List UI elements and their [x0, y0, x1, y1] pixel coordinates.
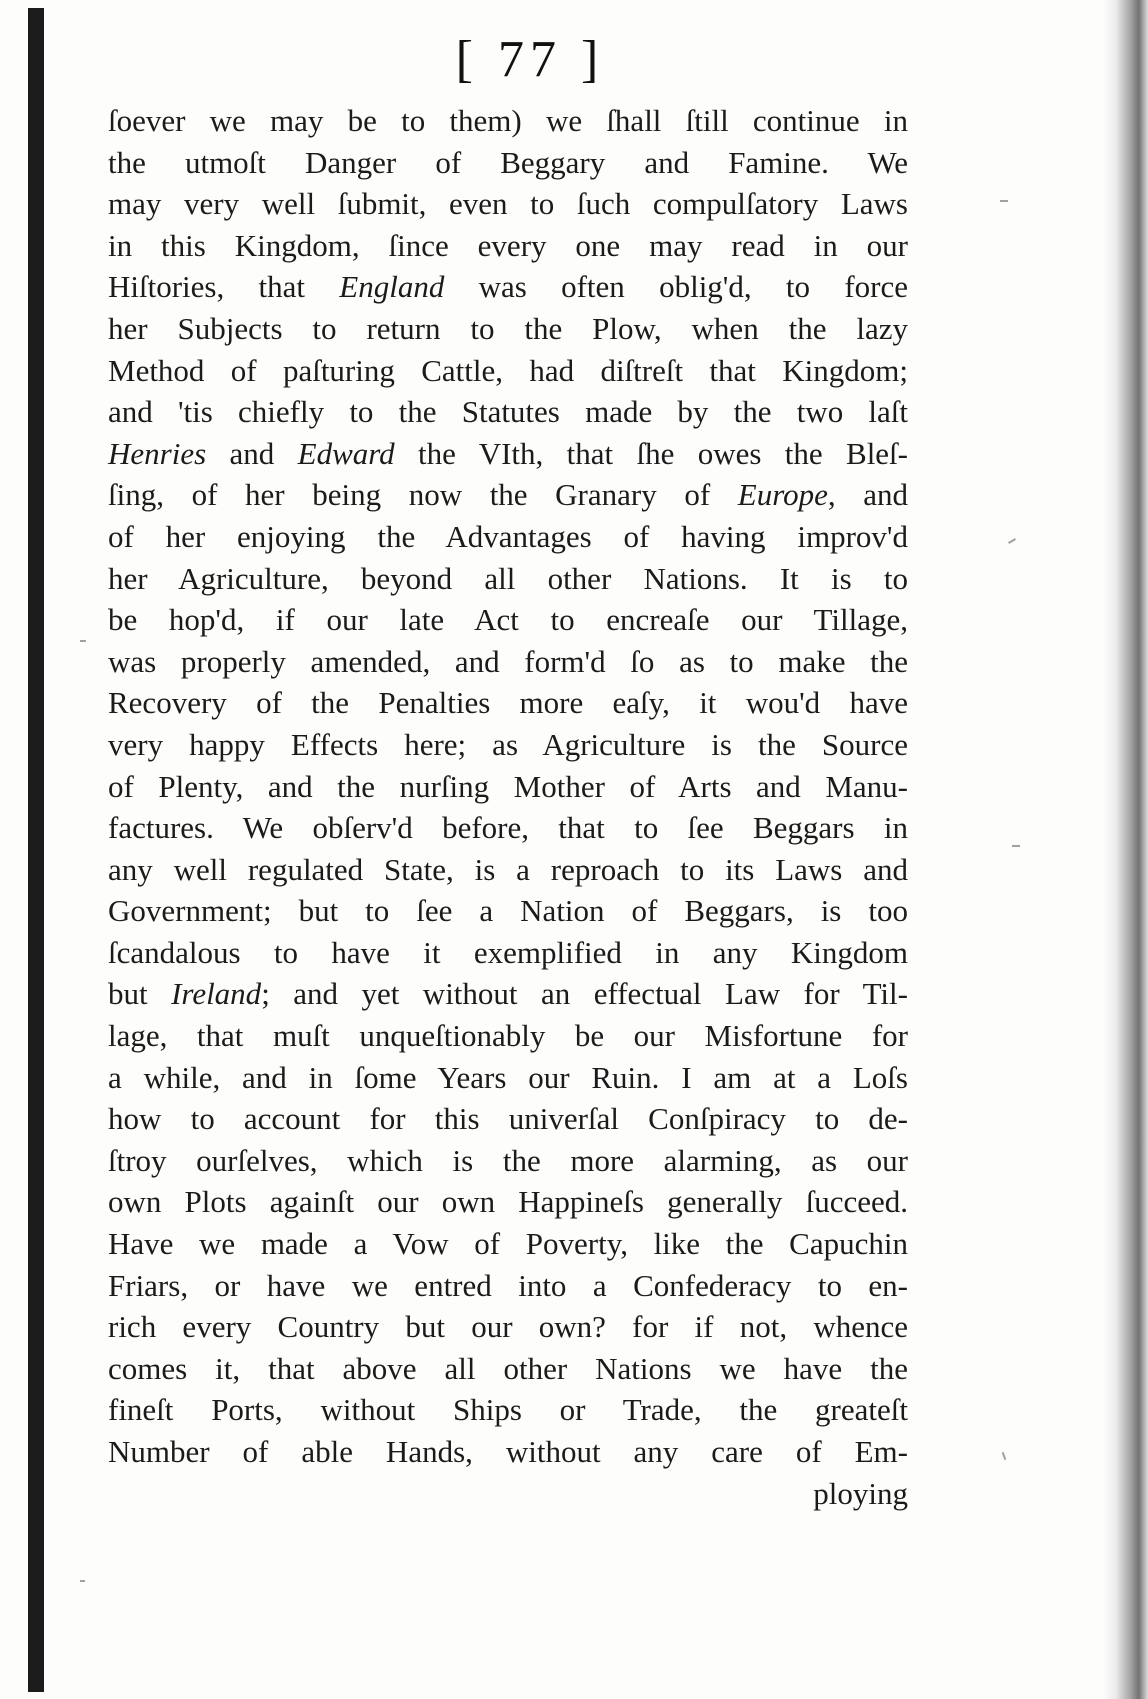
text-line: Method of paſturing Cattle, had diſtreſt that Kingdom; — [108, 352, 908, 388]
text-line: own Plots againſt our own Happineſs generally ſucceed. — [108, 1184, 908, 1220]
text-segment: but — [108, 976, 172, 1012]
text-line: factures. We obſerv'd before, that to ſee Beggars in — [108, 810, 908, 846]
text-segment: , and — [827, 477, 908, 513]
scan-speck — [1012, 845, 1020, 847]
body-text — [108, 100, 908, 1514]
text-segment: was often oblig'd, to force — [444, 269, 908, 305]
text-line: may very well ſubmit, even to ſuch compulſatory Laws — [108, 186, 908, 222]
text-line: ſoever we may be to them) we ſhall ſtill continue in — [108, 103, 908, 138]
text-line: ſcandalous to have it exemplified in any Kingdom — [108, 934, 908, 970]
text-line: Government; but to ſee a Nation of Beggars, is too — [108, 893, 908, 929]
text-line: very happy Effects here; as Agriculture is the Source — [108, 726, 908, 762]
catchword: ploying — [813, 1475, 908, 1511]
text-line: be hop'd, if our late Act to encreaſe our Tillage, — [108, 602, 908, 638]
text-line: of her enjoying the Advantages of having improv'd — [108, 518, 908, 554]
text-line: the utmoſt Danger of Beggary and Famine. We — [108, 144, 908, 180]
text-segment: Hiſtories, that — [108, 269, 340, 305]
text-line: in this Kingdom, ſince every one may read in our — [108, 227, 908, 263]
italic-name: Henries — [108, 435, 207, 471]
binding-shadow — [28, 8, 44, 1692]
scan-speck — [80, 1580, 85, 1582]
text-line: her Subjects to return to the Plow, when the lazy — [108, 310, 908, 346]
scan-speck — [1008, 538, 1016, 544]
text-line: rich every Country but our own? for if not, whence — [108, 1309, 908, 1345]
text-line: Friars, or have we entred into a Confederacy to en- — [108, 1267, 908, 1303]
scan-speck — [80, 640, 86, 642]
text-line: of Plenty, and the nurſing Mother of Arts and Manu- — [108, 768, 908, 804]
text-line: comes it, that above all other Nations we have the — [108, 1350, 908, 1386]
text-segment: the VIth, that ſhe owes the Bleſ- — [394, 435, 908, 471]
text-line — [108, 973, 908, 1015]
text-segment: ; and yet without an effectual Law for Til- — [261, 976, 908, 1012]
text-line — [108, 474, 908, 516]
text-line: how to account for this univerſal Conſpiracy to de- — [108, 1101, 908, 1137]
text-segment: ſing, of her being now the Granary of — [108, 477, 738, 513]
text-line: lage, that muſt unqueſtionably be our Misfortune for — [108, 1018, 908, 1054]
text-line: and 'tis chiefly to the Statutes made by the two laſt — [108, 394, 908, 430]
text-line: a while, and in ſome Years our Ruin. I am at a Loſs — [108, 1059, 908, 1095]
text-line: ſtroy ourſelves, which is the more alarming, as our — [108, 1142, 908, 1178]
text-line: Recovery of the Penalties more eaſy, it wou'd have — [108, 685, 908, 721]
text-segment: and — [206, 435, 298, 471]
italic-name: England — [339, 269, 445, 305]
scan-speck — [1000, 200, 1008, 202]
italic-name: Europe — [737, 477, 828, 513]
italic-name: Edward — [297, 435, 395, 471]
text-line: Number of able Hands, without any care of Em- — [108, 1434, 908, 1469]
text-line: her Agriculture, beyond all other Nations. It is to — [108, 560, 908, 596]
text-line: was properly amended, and form'd ſo as to make the — [108, 643, 908, 679]
text-line: fineſt Ports, without Ships or Trade, the greateſt — [108, 1392, 908, 1428]
text-line — [108, 433, 908, 475]
italic-name: Ireland — [171, 976, 262, 1012]
text-line — [108, 266, 908, 308]
scan-speck — [1002, 1452, 1007, 1460]
page-edge-shadow — [1102, 0, 1148, 1699]
page-number: [ 77 ] — [455, 31, 605, 88]
text-line: Have we made a Vow of Poverty, like the Capuchin — [108, 1226, 908, 1262]
text-line: any well regulated State, is a reproach to its Laws and — [108, 851, 908, 887]
